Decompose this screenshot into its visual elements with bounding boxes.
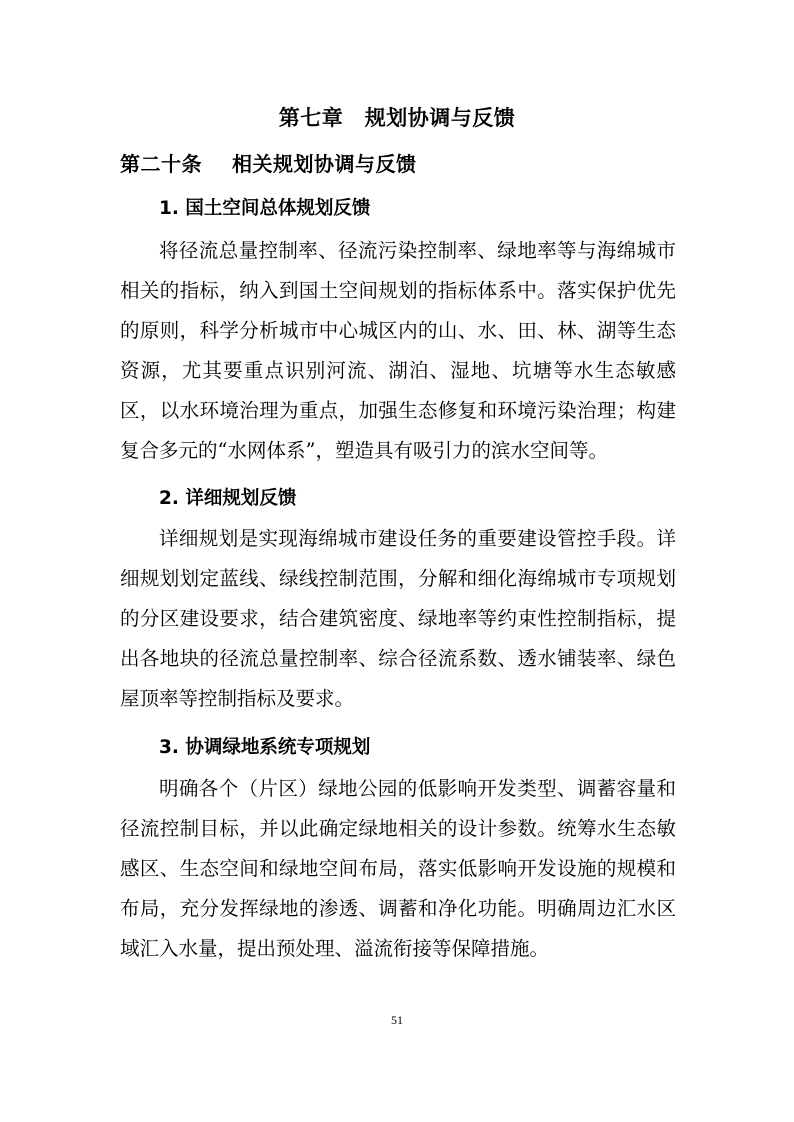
section-heading-3: 3. 协调绿地系统专项规划 (159, 737, 371, 758)
article-title: 相关规划协调与反馈 (232, 152, 417, 176)
chapter-title: 第七章 规划协调与反馈 (278, 106, 516, 130)
section-paragraph-3: 明确各个（片区）绿地公园的低影响开发类型、调蓄容量和径流控制目标，并以此确定绿地相关的设计参数。统筹水生态敏感区、生态空间和绿地空间布局，落实低影响开发设施的规模和布局，充分发挥绿地的渗透、调蓄和净化功能。明确周边汇水区域汇入水量，提出预处理、溢流衔接等保障措施。 (120, 777, 676, 960)
section-paragraph-2: 详细规划是实现海绵城市建设任务的重要建设管控手段。详细规划划定蓝线、绿线控制范围，分解和细化海绵城市专项规划的分区建设要求，结合建筑密度、绿地率等约束性控制指标，提出各地块的径流总量控制率、综合径流系数、透水铺装率、绿色屋顶率等控制指标及要求。 (120, 527, 676, 710)
article-heading (120, 147, 417, 181)
section-heading-2: 2. 详细规划反馈 (159, 488, 297, 509)
section-paragraph-1: 将径流总量控制率、径流污染控制率、绿地率等与海绵城市相关的指标，纳入到国土空间规划的指标体系中。落实保护优先的原则，科学分析城市中心城区内的山、水、田、林、湖等生态资源，尤其要重点识别河流、湖泊、湿地、坑塘等水生态敏感区，以水环境治理为重点，加强生态修复和环境污染治理；构建复合多元的“水网体系”，塑造具有吸引力的滨水空间等。 (120, 239, 676, 462)
section-heading-1: 1. 国土空间总体规划反馈 (159, 198, 371, 219)
page-number: 51 (391, 1013, 403, 1027)
article-number: 第二十条 (120, 152, 202, 176)
